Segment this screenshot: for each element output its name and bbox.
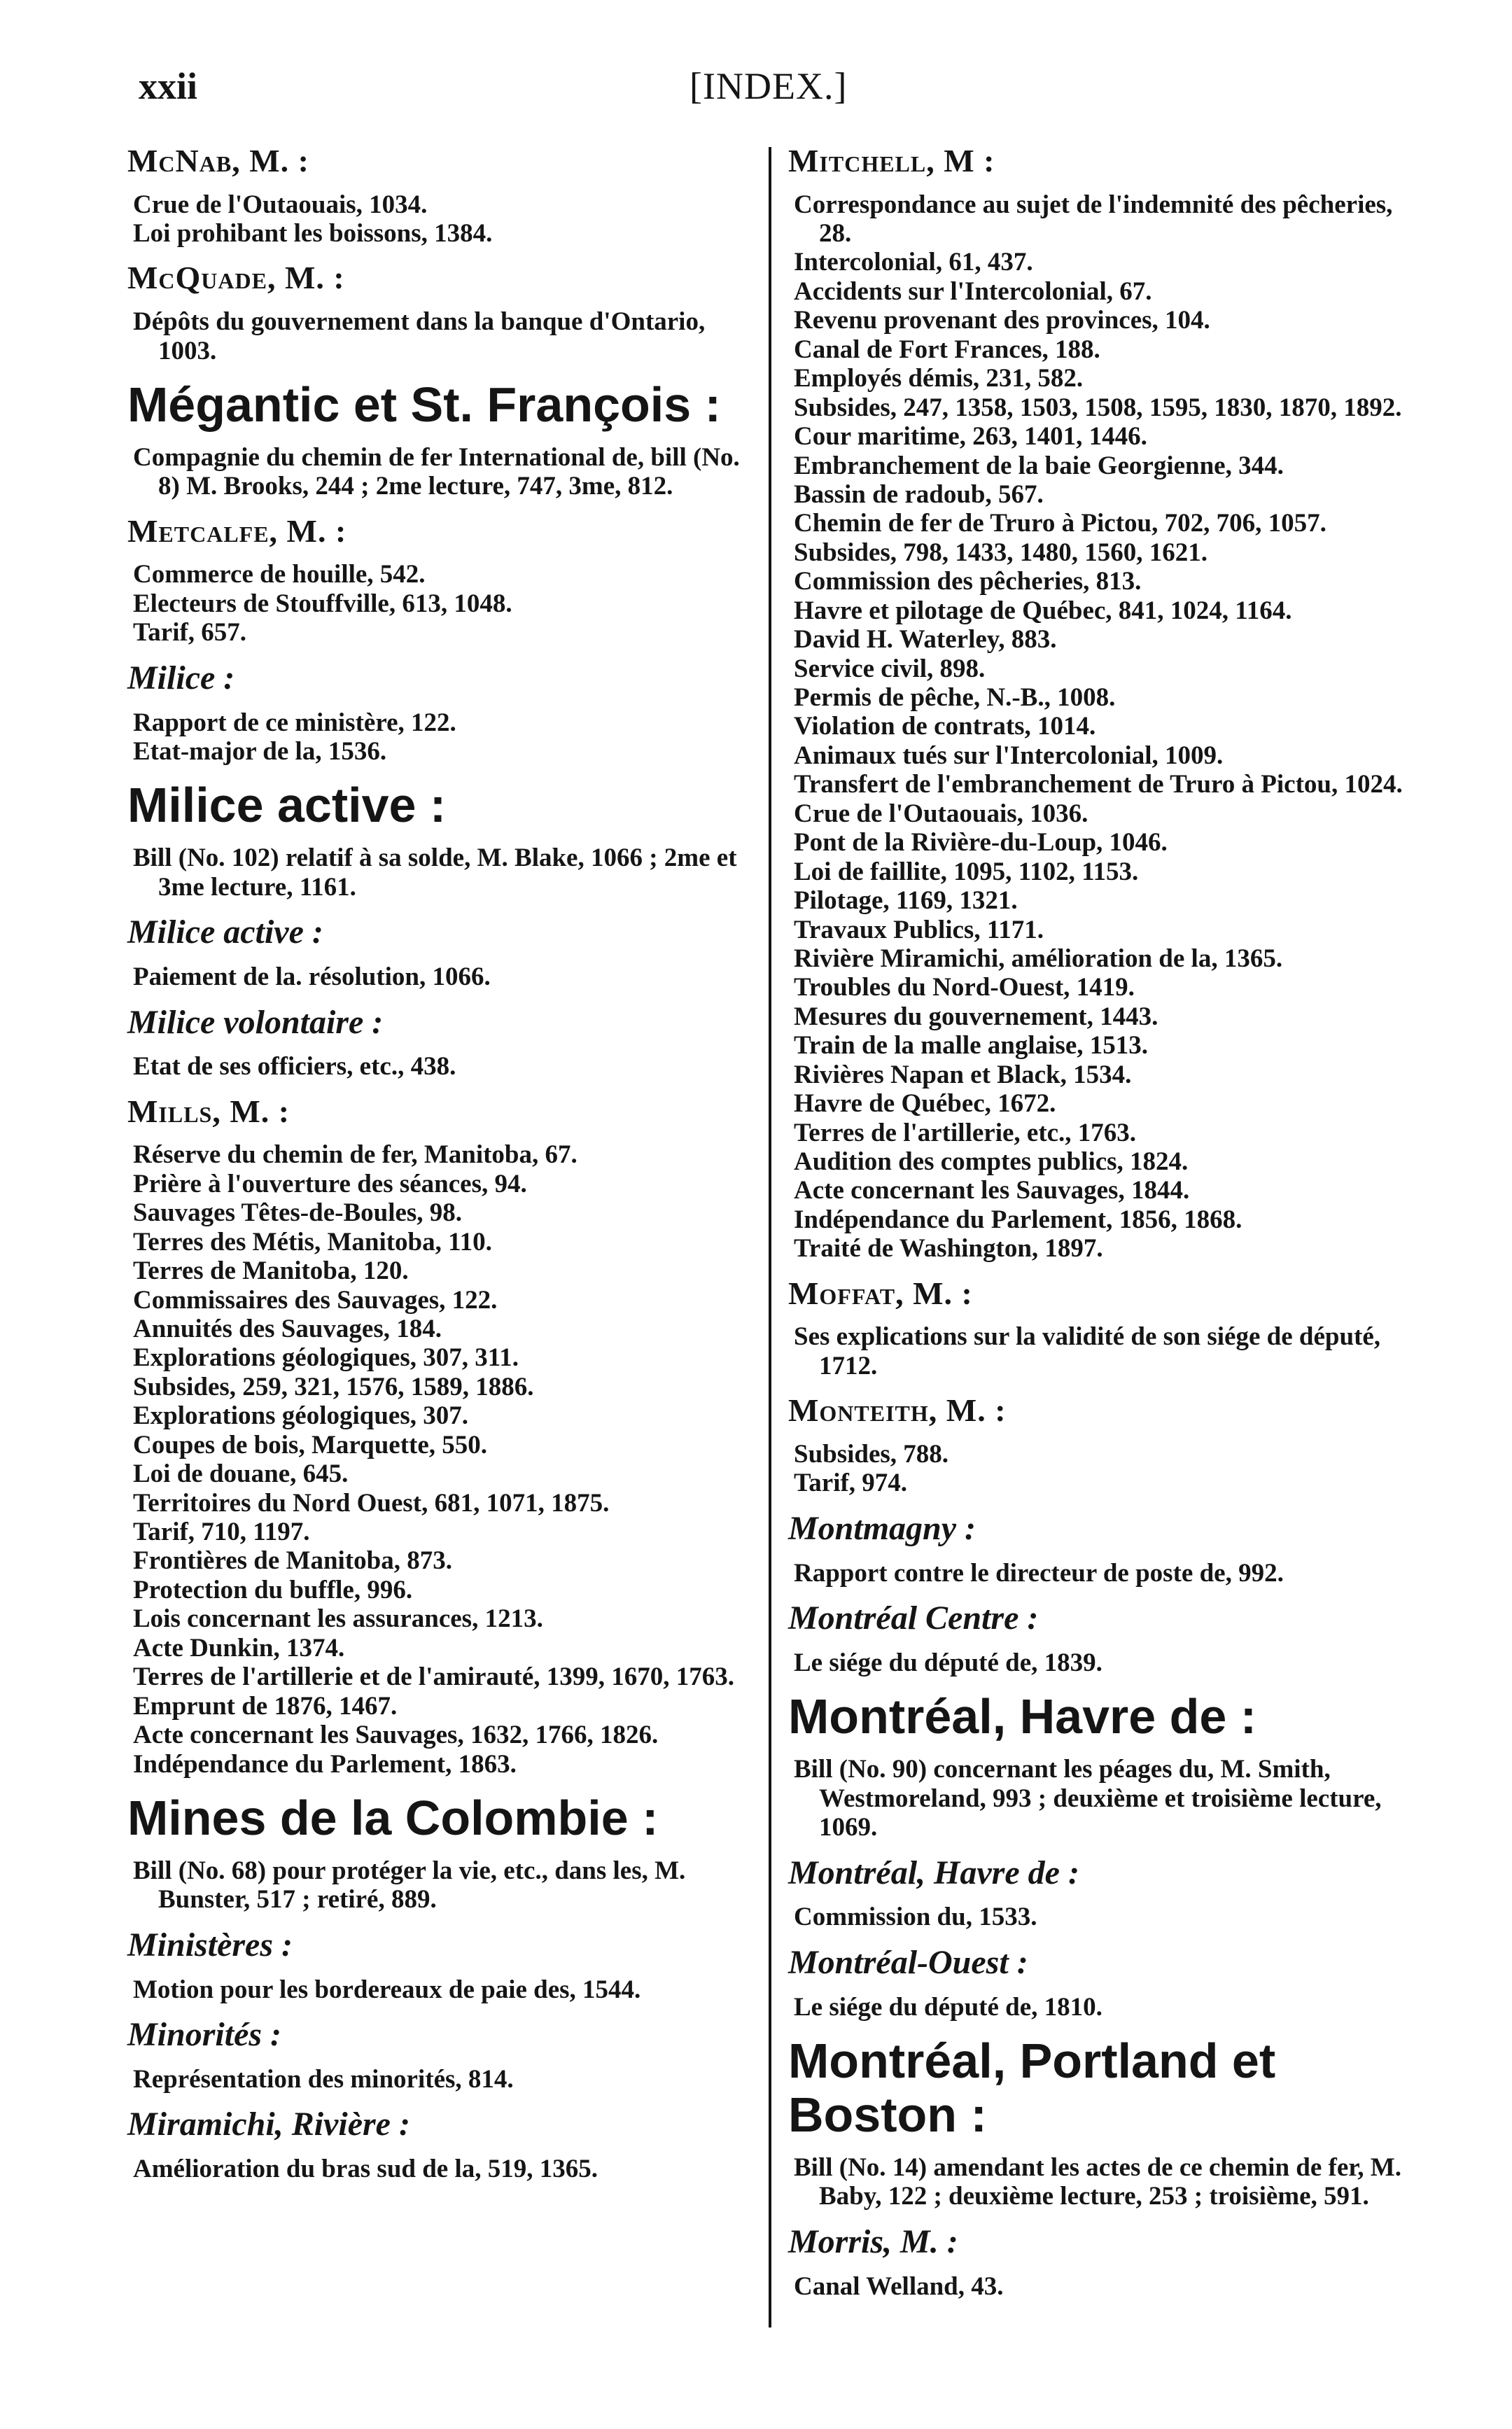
index-entry [127, 1791, 757, 1914]
index-entry [127, 378, 757, 501]
entry-line: Terres de l'artillerie et de l'amirauté, 1399, 1670, 1763. [133, 1662, 735, 1692]
entry-line: Le siége du député de, 1839. [794, 1648, 1102, 1677]
index-entry [127, 1094, 757, 1779]
entry-line: Accidents sur l'Intercolonial, 67. [794, 276, 1152, 306]
entry-line: Embranchement de la baie Georgienne, 344. [794, 451, 1284, 480]
entry-heading: Ministères : [127, 1926, 293, 1963]
entry-line: Commissaires des Sauvages, 122. [133, 1285, 498, 1315]
entry-line: Rapport contre le directeur de poste de, 992. [794, 1558, 1284, 1588]
entry-heading: Montmagny : [788, 1509, 976, 1547]
entry-line: Coupes de bois, Marquette, 550. [133, 1430, 488, 1460]
entry-line: Bill (No. 90) concernant les péages du, M. Smith, Westmoreland, 993 ; deuxième et troisième lecture, 1069. [794, 1755, 1382, 1842]
entry-line: Acte Dunkin, 1374. [133, 1633, 345, 1662]
entry-line: Rivière Miramichi, amélioration de la, 1365. [794, 944, 1283, 973]
entry-line: Bill (No. 68) pour protéger la vie, etc., dans les, M. Bunster, 517 ; retiré, 889. [133, 1856, 686, 1914]
entry-line: Commission des pêcheries, 813. [794, 567, 1142, 596]
index-entry [127, 778, 757, 902]
entry-line: Terres des Métis, Manitoba, 110. [133, 1227, 492, 1256]
entry-line: Crue de l'Outaouais, 1036. [794, 799, 1088, 828]
left-column [127, 144, 757, 2197]
page-number: xxii [139, 65, 198, 107]
entry-line: Animaux tués sur l'Intercolonial, 1009. [794, 741, 1224, 770]
entry-line: Crue de l'Outaouais, 1034. [133, 190, 428, 219]
entry-line: Canal Welland, 43. [794, 2272, 1004, 2301]
entry-line: Transfert de l'embranchement de Truro à Pictou, 1024. [794, 770, 1403, 799]
entry-line: Train de la malle anglaise, 1513. [794, 1031, 1149, 1060]
index-entry [788, 1690, 1422, 1842]
entry-line: Tarif, 657. [133, 618, 247, 648]
entry-line: Rapport de ce ministère, 122. [133, 708, 456, 737]
entry-heading: Mitchell, M : [788, 143, 995, 178]
entry-line: Tarif, 710, 1197. [133, 1518, 310, 1547]
entry-line: Traité de Washington, 1897. [794, 1234, 1103, 1264]
entry-line: Loi de faillite, 1095, 1102, 1153. [794, 857, 1139, 886]
entry-line: Terres de Manitoba, 120. [133, 1256, 409, 1286]
entry-line: Subsides, 798, 1433, 1480, 1560, 1621. [794, 538, 1208, 567]
index-entry [788, 1393, 1422, 1497]
entry-heading: Monteith, M. : [788, 1392, 1007, 1429]
entry-line: Chemin de fer de Truro à Pictou, 702, 706, 1057. [794, 509, 1326, 538]
entry-line: Protection du buffle, 996. [133, 1575, 413, 1604]
entry-line: Lois concernant les assurances, 1213. [133, 1604, 543, 1634]
index-entry [127, 2017, 757, 2094]
entry-line: Frontières de Manitoba, 873. [133, 1546, 452, 1576]
entry-line: Motion pour les bordereaux de paie des, 1544. [133, 1975, 641, 2004]
entry-line: Audition des comptes publics, 1824. [794, 1147, 1189, 1177]
index-entry [788, 1600, 1422, 1677]
entry-heading: Montréal, Havre de : [788, 1689, 1257, 1744]
entry-heading: Mégantic et St. François : [127, 377, 721, 432]
entry-line: Pont de la Rivière-du-Loup, 1046. [794, 828, 1168, 858]
entry-line: Canal de Fort Frances, 188. [794, 335, 1100, 364]
page-title: [INDEX.] [690, 65, 848, 107]
index-entry [127, 1004, 757, 1082]
entry-heading: Milice : [127, 659, 235, 696]
index-entry [127, 260, 757, 365]
entry-line: Ses explications sur la validité de son siége de député, 1712. [794, 1322, 1381, 1380]
entry-line: Indépendance du Parlement, 1856, 1868. [794, 1205, 1242, 1234]
entry-line: Explorations géologiques, 307. [133, 1401, 468, 1431]
entry-line: Prière à l'ouverture des séances, 94. [133, 1169, 527, 1198]
entry-line: Violation de contrats, 1014. [794, 712, 1096, 741]
entry-line: Service civil, 898. [794, 654, 986, 683]
entry-line: Commission du, 1533. [794, 1903, 1037, 1932]
index-entry [127, 914, 757, 991]
entry-line: Acte concernant les Sauvages, 1844. [794, 1176, 1190, 1205]
index-entry [788, 1945, 1422, 2022]
index-entry [788, 1855, 1422, 1932]
entry-heading: Milice active : [127, 913, 323, 951]
entry-line: David H. Waterley, 883. [794, 625, 1057, 654]
entry-heading: Milice active : [127, 778, 447, 833]
entry-heading: Montréal, Havre de : [788, 1854, 1079, 1891]
entry-line: Acte concernant les Sauvages, 1632, 1766, 1826. [133, 1721, 659, 1750]
entry-line: Loi prohibant les boissons, 1384. [133, 219, 493, 248]
entry-heading: McNab, M. : [127, 143, 309, 178]
entry-heading: Moffat, M. : [788, 1275, 973, 1311]
entry-line: Travaux Publics, 1171. [794, 915, 1044, 944]
index-entry [788, 1511, 1422, 1588]
entry-line: Annuités des Sauvages, 184. [133, 1314, 442, 1343]
index-entry [788, 144, 1422, 1264]
entry-line: Havre et pilotage de Québec, 841, 1024, 1164. [794, 596, 1292, 625]
entry-line: Dépôts du gouvernement dans la banque d'Ontario, 1003. [133, 307, 706, 365]
entry-heading: Mines de la Colombie : [127, 1790, 659, 1845]
entry-line: Amélioration du bras sud de la, 519, 1365. [133, 2155, 598, 2184]
entry-line: Le siége du député de, 1810. [794, 1992, 1102, 2022]
entry-line: Tarif, 974. [794, 1469, 908, 1498]
entry-heading: Milice volontaire : [127, 1003, 384, 1041]
entry-line: Terres de l'artillerie, etc., 1763. [794, 1118, 1137, 1147]
entry-line: Electeurs de Stouffville, 613, 1048. [133, 589, 512, 618]
index-entry [788, 2034, 1422, 2211]
entry-line: Rivières Napan et Black, 1534. [794, 1060, 1132, 1089]
entry-heading: Montréal Centre : [788, 1599, 1039, 1637]
index-entry [127, 2106, 757, 2183]
index-entry [788, 2224, 1422, 2301]
entry-line: Subsides, 247, 1358, 1503, 1508, 1595, 1830, 1870, 1892. [794, 393, 1402, 422]
entry-heading: Metcalfe, M. : [127, 512, 347, 549]
entry-line: Paiement de la. résolution, 1066. [133, 962, 491, 992]
entry-line: Cour maritime, 263, 1401, 1446. [794, 422, 1147, 451]
entry-line: Pilotage, 1169, 1321. [794, 886, 1018, 916]
entry-line: Revenu provenant des provinces, 104. [794, 306, 1210, 335]
entry-line: Territoires du Nord Ouest, 681, 1071, 1875. [133, 1488, 610, 1518]
entry-line: Mesures du gouvernement, 1443. [794, 1002, 1158, 1031]
entry-heading: Miramichi, Rivière : [127, 2106, 410, 2143]
entry-line: Commerce de houille, 542. [133, 560, 426, 589]
entry-line: Subsides, 259, 321, 1576, 1589, 1886. [133, 1372, 534, 1401]
entry-line: Bill (No. 102) relatif à sa solde, M. Blake, 1066 ; 2me et 3me lecture, 1161. [133, 844, 737, 902]
index-entry [788, 1276, 1422, 1380]
entry-line: Représentation des minorités, 814. [133, 2064, 514, 2094]
index-entry [127, 660, 757, 766]
entry-line: Emprunt de 1876, 1467. [133, 1691, 398, 1721]
entry-line: Bassin de radoub, 567. [794, 479, 1044, 509]
entry-line: Havre de Québec, 1672. [794, 1089, 1056, 1119]
index-entry [127, 514, 757, 648]
entry-line: Employés démis, 231, 582. [794, 364, 1084, 393]
entry-heading: McQuade, M. : [127, 260, 345, 296]
right-column [788, 144, 1422, 2314]
column-divider [769, 147, 771, 2328]
entry-heading: Mills, M. : [127, 1093, 290, 1129]
entry-line: Permis de pêche, N.-B., 1008. [794, 683, 1116, 713]
entry-line: Compagnie du chemin de fer International de, bill (No. 8) M. Brooks, 244 ; 2me lecture, 747, 3me, 812. [133, 442, 740, 501]
entry-heading: Morris, M. : [788, 2222, 958, 2260]
entry-line: Explorations géologiques, 307, 311. [133, 1343, 519, 1373]
entry-line: Réserve du chemin de fer, Manitoba, 67. [133, 1140, 578, 1170]
entry-heading: Montréal-Ouest : [788, 1943, 1028, 1981]
entry-line: Loi de douane, 645. [133, 1460, 349, 1489]
entry-line: Troubles du Nord-Ouest, 1419. [794, 973, 1135, 1002]
entry-line: Correspondance au sujet de l'indemnité des pêcheries, 28. [794, 190, 1393, 248]
entry-line: Etat de ses officiers, etc., 438. [133, 1052, 456, 1082]
entry-line: Intercolonial, 61, 437. [794, 248, 1033, 277]
index-entry [127, 1927, 757, 2004]
entry-line: Subsides, 788. [794, 1439, 949, 1469]
entry-line: Indépendance du Parlement, 1863. [133, 1749, 517, 1779]
index-entry [127, 144, 757, 248]
entry-heading: Montréal, Portland et Boston : [788, 2033, 1276, 2142]
entry-line: Bill (No. 14) amendant les actes de ce chemin de fer, M. Baby, 122 ; deuxième lecture, 253 ; troisième, 591. [794, 2152, 1401, 2211]
entry-heading: Minorités : [127, 2016, 282, 2054]
entry-line: Etat-major de la, 1536. [133, 736, 387, 766]
entry-line: Sauvages Têtes-de-Boules, 98. [133, 1198, 463, 1228]
